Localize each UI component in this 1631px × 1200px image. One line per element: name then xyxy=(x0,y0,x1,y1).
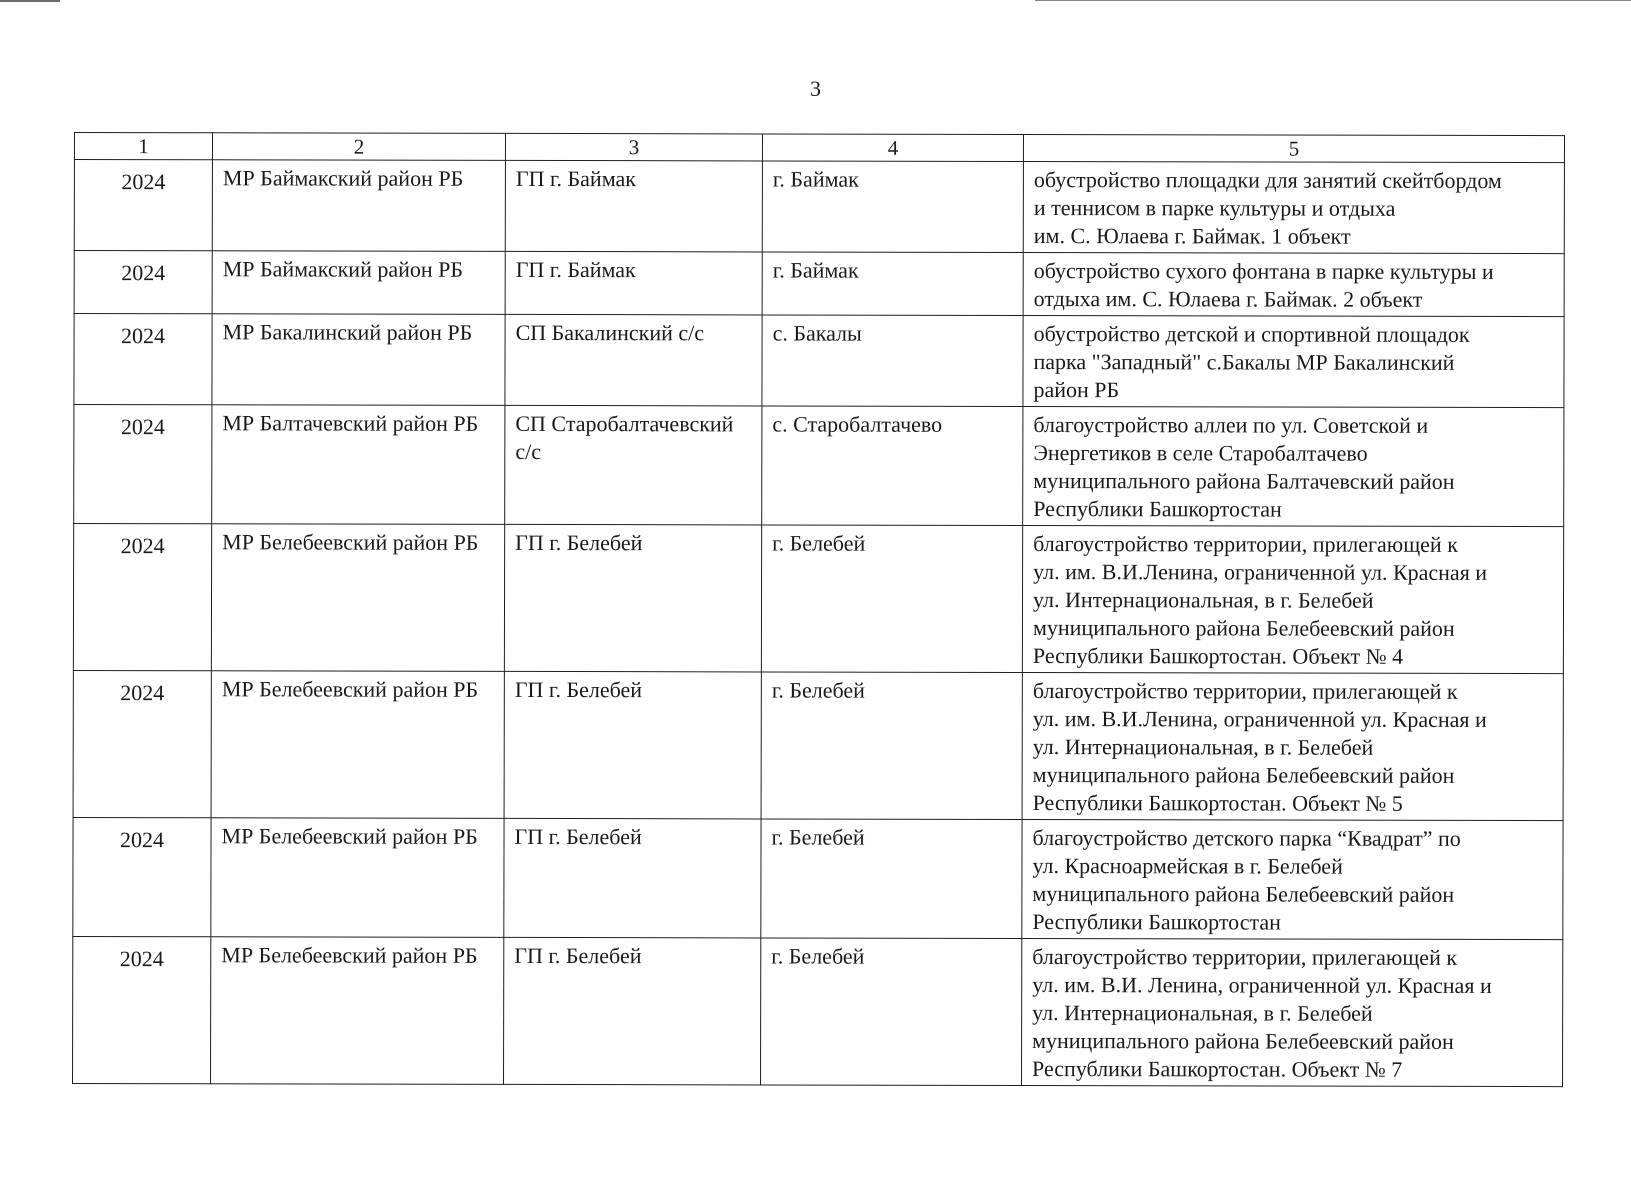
district-cell: МР Балтачевский район РБ xyxy=(212,405,505,525)
description-line: муниципального района Балтачевский район xyxy=(1033,468,1455,494)
column-header-3: 3 xyxy=(505,133,762,161)
locality-cell: г. Белебей xyxy=(761,819,1022,939)
table-row xyxy=(74,160,1564,254)
description-line: и теннисом в парке культуры и отдыха xyxy=(1033,195,1396,221)
district-cell: МР Баймакский район РБ xyxy=(212,251,505,315)
locality-cell: г. Белебей xyxy=(761,938,1022,1086)
description-cell xyxy=(1022,672,1563,820)
description-line: ул. Интернациональная, в г. Белебей xyxy=(1032,734,1374,760)
description-line: район РБ xyxy=(1033,377,1120,403)
description-cell xyxy=(1023,161,1564,253)
scan-edge-right xyxy=(1035,0,1631,1)
settlement-cell: ГП г. Белебей xyxy=(504,818,761,938)
settlement-cell: ГП г. Белебей xyxy=(504,524,761,672)
year-cell: 2024 xyxy=(74,314,212,405)
scan-edge-left xyxy=(0,0,60,2)
column-header-1: 1 xyxy=(74,133,212,160)
table-row xyxy=(74,405,1564,527)
table-row xyxy=(74,251,1564,317)
district-cell: МР Белебеевский район РБ xyxy=(211,524,504,672)
column-header-5: 5 xyxy=(1023,134,1564,162)
description-line: обустройство детской и спортивной площадок xyxy=(1033,321,1470,347)
description-line: парка "Западный" с.Бакалы МР Бакалинский xyxy=(1033,349,1455,375)
year-cell: 2024 xyxy=(74,405,212,524)
description-line: муниципального района Белебеевский район xyxy=(1032,615,1455,641)
description-cell xyxy=(1023,406,1564,526)
settlement-cell: ГП г. Белебей xyxy=(504,671,761,819)
column-header-4: 4 xyxy=(762,134,1023,162)
table-row xyxy=(73,670,1563,820)
table-header-row xyxy=(74,133,1564,163)
description-line: благоустройство территории, прилегающей к xyxy=(1032,678,1458,704)
locality-cell: с. Старобалтачево xyxy=(762,406,1023,526)
locality-cell: г. Баймак xyxy=(762,252,1023,316)
description-line: ул. им. В.И. Ленина, ограниченной ул. Красная и xyxy=(1032,972,1492,998)
description-line: отдыха им. С. Юлаева г. Баймак. 2 объект xyxy=(1033,286,1423,312)
description-cell xyxy=(1022,819,1563,939)
description-cell xyxy=(1022,525,1563,673)
year-cell: 2024 xyxy=(73,817,211,936)
settlement-cell: ГП г. Белебей xyxy=(504,937,761,1085)
year-cell: 2024 xyxy=(73,524,211,671)
description-line: благоустройство территории, прилегающей к xyxy=(1032,944,1458,970)
description-line: им. С. Юлаева г. Баймак. 1 объект xyxy=(1033,223,1351,249)
settlement-cell: СП Старобалтачевский с/с xyxy=(505,405,762,525)
table-row xyxy=(73,936,1563,1086)
year-cell: 2024 xyxy=(74,160,212,251)
description-line: обустройство сухого фонтана в парке культуры и xyxy=(1033,258,1494,284)
description-line: ул. им. В.И.Ленина, ограниченной ул. Красная и xyxy=(1033,559,1488,585)
document-table-wrapper xyxy=(72,132,1564,1087)
page-number: 3 xyxy=(810,76,821,101)
objects-table xyxy=(72,132,1565,1087)
locality-cell: г. Белебей xyxy=(761,672,1022,820)
locality-cell: с. Бакалы xyxy=(762,315,1023,407)
district-cell: МР Баймакский район РБ xyxy=(212,160,505,252)
year-cell: 2024 xyxy=(73,670,211,817)
year-cell: 2024 xyxy=(73,936,211,1083)
table-row xyxy=(74,314,1564,408)
district-cell: МР Белебеевский район РБ xyxy=(211,818,504,938)
description-line: Республики Башкортостан xyxy=(1033,496,1282,522)
settlement-cell: ГП г. Баймак xyxy=(505,160,762,252)
description-line: Республики Башкортостан. Объект № 5 xyxy=(1032,790,1403,816)
district-cell: МР Белебеевский район РБ xyxy=(211,671,504,819)
description-line: ул. им. В.И.Ленина, ограниченной ул. Красная и xyxy=(1032,706,1487,732)
description-line: Республики Башкортостан. Объект № 4 xyxy=(1032,643,1404,669)
settlement-cell: СП Бакалинский с/с xyxy=(505,314,762,406)
year-cell: 2024 xyxy=(74,251,212,314)
description-line: благоустройство аллеи по ул. Советской и xyxy=(1033,412,1429,438)
locality-cell: г. Белебей xyxy=(761,525,1022,673)
description-line: благоустройство территории, прилегающей к xyxy=(1033,531,1458,557)
description-cell xyxy=(1023,315,1564,407)
description-line: Республики Башкортостан. Объект № 7 xyxy=(1032,1056,1403,1082)
table-row xyxy=(73,817,1563,939)
description-line: Энергетиков в селе Старобалтачево xyxy=(1033,440,1368,466)
column-header-2: 2 xyxy=(212,133,505,161)
description-line: муниципального района Белебеевский район xyxy=(1032,1028,1454,1054)
description-line: муниципального района Белебеевский район xyxy=(1032,881,1455,907)
table-row xyxy=(73,524,1563,674)
description-line: Республики Башкортостан xyxy=(1032,909,1281,935)
settlement-cell: ГП г. Баймак xyxy=(505,251,762,315)
table-body xyxy=(73,160,1565,1087)
description-line: ул. Интернациональная, в г. Белебей xyxy=(1032,587,1374,613)
description-line: ул. Интернациональная, в г. Белебей xyxy=(1032,1000,1373,1026)
district-cell: МР Белебеевский район РБ xyxy=(211,937,504,1085)
description-line: муниципального района Белебеевский район xyxy=(1032,762,1455,788)
description-cell xyxy=(1023,252,1564,316)
description-line: ул. Красноармейская в г. Белебей xyxy=(1032,853,1343,879)
description-line: обустройство площадки для занятий скейтбордом xyxy=(1033,167,1502,193)
description-line: благоустройство детского парка “Квадрат” по xyxy=(1032,825,1461,851)
district-cell: МР Бакалинский район РБ xyxy=(212,314,505,406)
locality-cell: г. Баймак xyxy=(762,161,1023,253)
description-cell xyxy=(1022,938,1563,1086)
